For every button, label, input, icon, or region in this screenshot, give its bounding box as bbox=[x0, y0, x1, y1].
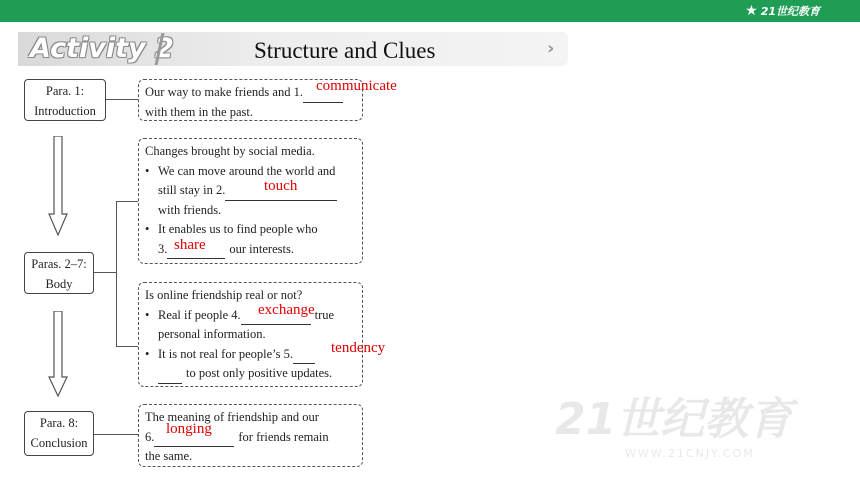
bullet: • bbox=[145, 163, 150, 178]
box1-line1: Our way to make friends and 1. bbox=[145, 85, 303, 99]
para-8-box bbox=[24, 411, 94, 456]
answer-5: tendency bbox=[331, 340, 386, 356]
brand-logo-text: 21世纪教育 bbox=[760, 5, 820, 18]
bullet: • bbox=[145, 346, 150, 361]
answer-1: communicate bbox=[316, 78, 397, 94]
bullet: • bbox=[145, 307, 150, 322]
answer-6: longing bbox=[166, 421, 212, 437]
connector-line bbox=[94, 272, 116, 273]
box3-b1-l2: personal information. bbox=[158, 327, 266, 341]
connector-line bbox=[116, 346, 138, 347]
blank-5b bbox=[158, 369, 182, 384]
box2-intro: Changes brought by social media. bbox=[145, 144, 315, 158]
blank-5a bbox=[293, 349, 315, 364]
watermark bbox=[555, 383, 835, 460]
box4-line1: The meaning of friendship and our bbox=[145, 410, 319, 424]
answer-3: share bbox=[174, 237, 206, 253]
box3-b2-l1: It is not real for people’s 5. bbox=[158, 346, 294, 361]
box4-line2-prefix: 6. bbox=[145, 429, 155, 444]
connector-line bbox=[106, 99, 138, 100]
box4-line2-suffix: for friends remain bbox=[238, 429, 329, 444]
box2-b1-l1: We can move around the world and bbox=[158, 163, 336, 178]
para-1-section: Introduction bbox=[34, 104, 96, 118]
box3-b1-l1-prefix: Real if people 4. bbox=[158, 307, 241, 322]
box3-intro: Is online friendship real or not? bbox=[145, 288, 303, 302]
watermark-url: WWW.21CNJY.COM bbox=[625, 447, 755, 460]
runner-icon: ★ bbox=[745, 3, 758, 19]
para-1-box bbox=[24, 79, 106, 121]
box3-b2-l2: to post only positive updates. bbox=[186, 366, 333, 380]
answer-4: exchange bbox=[258, 302, 315, 318]
answer-2: touch bbox=[264, 178, 298, 194]
box1-line2: with them in the past. bbox=[145, 104, 253, 119]
page-title: Structure and Clues bbox=[254, 38, 436, 63]
para-1-label: Para. 1: bbox=[45, 84, 85, 98]
connector-line bbox=[116, 201, 138, 202]
box4-line3: the same. bbox=[145, 449, 193, 463]
watermark-text: 21世纪教育 bbox=[555, 394, 793, 445]
box2-b2-l1: It enables us to find people who bbox=[158, 222, 318, 236]
para-8-label: Para. 8: bbox=[39, 416, 79, 430]
bullet: • bbox=[145, 222, 150, 236]
next-slide-icon[interactable]: › bbox=[547, 38, 555, 59]
top-bar bbox=[0, 0, 860, 22]
activity-label: Activity 2 bbox=[30, 33, 174, 64]
box2-b1-l3: with friends. bbox=[158, 202, 222, 217]
online-friendship-box bbox=[138, 282, 363, 387]
para-2-7-section: Body bbox=[45, 277, 73, 291]
brand-logo bbox=[745, 2, 820, 20]
body-changes-box bbox=[138, 138, 363, 264]
connector-line bbox=[94, 434, 138, 435]
para-8-section: Conclusion bbox=[30, 436, 88, 450]
box2-b2-l2-suffix: our interests. bbox=[229, 241, 294, 256]
down-arrow-icon bbox=[48, 136, 68, 236]
para-2-7-box bbox=[24, 252, 94, 294]
box2-b2-l2-prefix: 3. bbox=[158, 241, 168, 256]
para-2-7-label: Paras. 2–7: bbox=[31, 257, 87, 271]
connector-line bbox=[116, 201, 117, 347]
box2-b1-l2: still stay in 2. bbox=[158, 183, 226, 197]
down-arrow-icon bbox=[48, 311, 68, 397]
box3-b1-l1-suffix: true bbox=[314, 307, 335, 322]
